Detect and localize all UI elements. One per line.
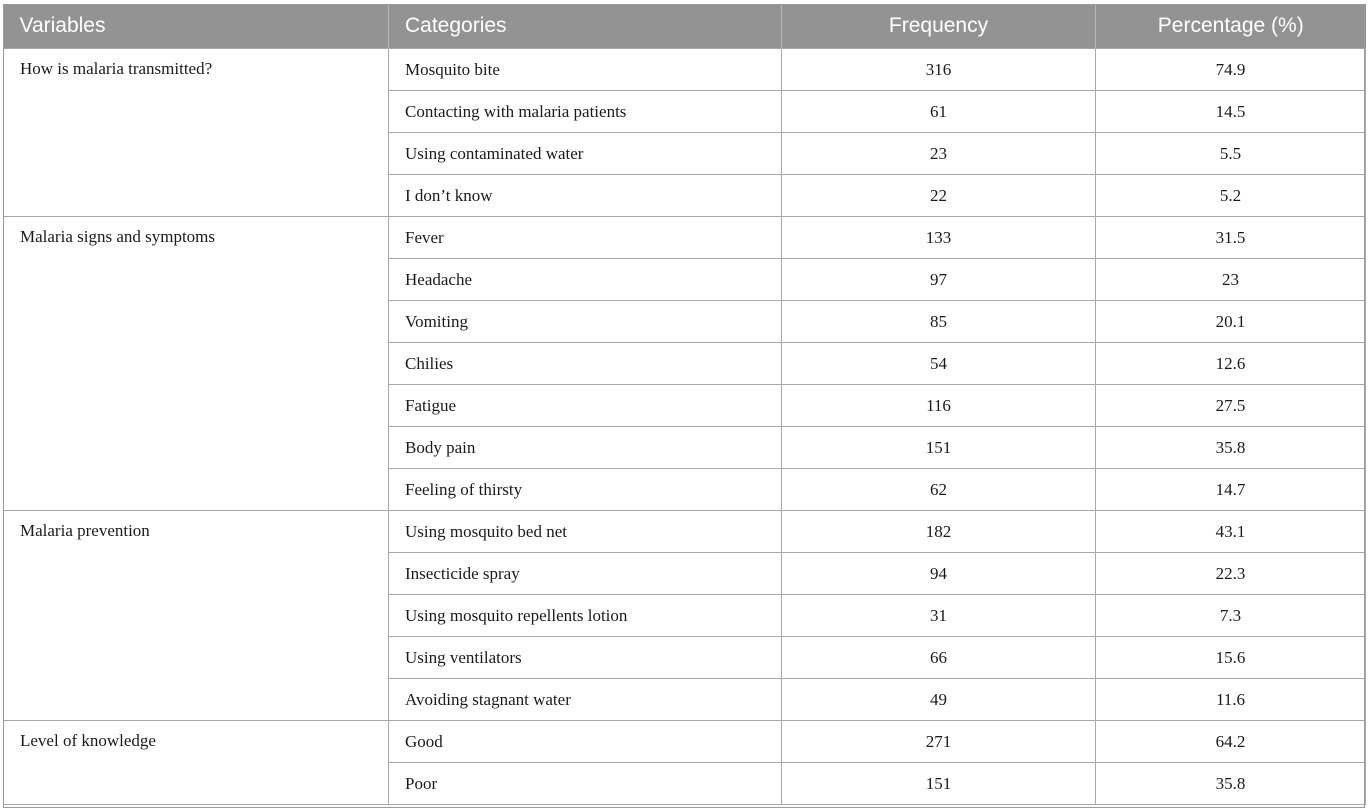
frequency-cell: 66	[782, 637, 1096, 679]
variable-cell: How is malaria transmitted?	[4, 49, 389, 217]
category-cell: Fatigue	[389, 385, 782, 427]
header-percentage: Percentage (%)	[1096, 4, 1366, 49]
percentage-cell: 12.6	[1096, 343, 1366, 385]
category-cell: Avoiding stagnant water	[389, 679, 782, 721]
category-cell: Using ventilators	[389, 637, 782, 679]
category-cell: Fever	[389, 217, 782, 259]
percentage-cell: 64.2	[1096, 721, 1366, 763]
percentage-cell: 14.7	[1096, 469, 1366, 511]
category-cell: Body pain	[389, 427, 782, 469]
table-row	[4, 721, 1366, 763]
percentage-cell: 31.5	[1096, 217, 1366, 259]
table-header	[4, 4, 1366, 49]
table-row	[4, 49, 1366, 91]
percentage-cell: 27.5	[1096, 385, 1366, 427]
header-frequency: Frequency	[782, 4, 1096, 49]
percentage-cell: 14.5	[1096, 91, 1366, 133]
percentage-cell: 5.5	[1096, 133, 1366, 175]
frequency-cell: 49	[782, 679, 1096, 721]
frequency-cell: 151	[782, 763, 1096, 805]
category-cell: Chilies	[389, 343, 782, 385]
header-categories: Categories	[389, 4, 782, 49]
header-variables: Variables	[4, 4, 389, 49]
percentage-cell: 22.3	[1096, 553, 1366, 595]
frequency-cell: 54	[782, 343, 1096, 385]
frequency-cell: 116	[782, 385, 1096, 427]
frequency-cell: 31	[782, 595, 1096, 637]
table-body	[4, 49, 1366, 805]
category-cell: Contacting with malaria patients	[389, 91, 782, 133]
frequency-cell: 85	[782, 301, 1096, 343]
percentage-cell: 23	[1096, 259, 1366, 301]
frequency-cell: 23	[782, 133, 1096, 175]
frequency-cell: 182	[782, 511, 1096, 553]
percentage-cell: 11.6	[1096, 679, 1366, 721]
frequency-cell: 133	[782, 217, 1096, 259]
percentage-cell: 20.1	[1096, 301, 1366, 343]
category-cell: Vomiting	[389, 301, 782, 343]
frequency-cell: 97	[782, 259, 1096, 301]
frequency-cell: 271	[782, 721, 1096, 763]
frequency-cell: 61	[782, 91, 1096, 133]
category-cell: I don’t know	[389, 175, 782, 217]
percentage-cell: 15.6	[1096, 637, 1366, 679]
percentage-cell: 7.3	[1096, 595, 1366, 637]
table-row	[4, 217, 1366, 259]
variable-cell: Level of knowledge	[4, 721, 389, 805]
percentage-cell: 35.8	[1096, 763, 1366, 805]
frequency-cell: 316	[782, 49, 1096, 91]
frequency-cell: 94	[782, 553, 1096, 595]
category-cell: Mosquito bite	[389, 49, 782, 91]
table-row	[4, 511, 1366, 553]
percentage-cell: 43.1	[1096, 511, 1366, 553]
category-cell: Using mosquito bed net	[389, 511, 782, 553]
frequency-cell: 22	[782, 175, 1096, 217]
header-row	[4, 4, 1366, 49]
frequency-cell: 62	[782, 469, 1096, 511]
percentage-cell: 74.9	[1096, 49, 1366, 91]
category-cell: Using contaminated water	[389, 133, 782, 175]
frequency-cell: 151	[782, 427, 1096, 469]
category-cell: Poor	[389, 763, 782, 805]
category-cell: Good	[389, 721, 782, 763]
category-cell: Using mosquito repellents lotion	[389, 595, 782, 637]
variable-cell: Malaria signs and symptoms	[4, 217, 389, 511]
category-cell: Headache	[389, 259, 782, 301]
percentage-cell: 5.2	[1096, 175, 1366, 217]
category-cell: Insecticide spray	[389, 553, 782, 595]
knowledge-table	[3, 4, 1366, 805]
percentage-cell: 35.8	[1096, 427, 1366, 469]
variable-cell: Malaria prevention	[4, 511, 389, 721]
category-cell: Feeling of thirsty	[389, 469, 782, 511]
